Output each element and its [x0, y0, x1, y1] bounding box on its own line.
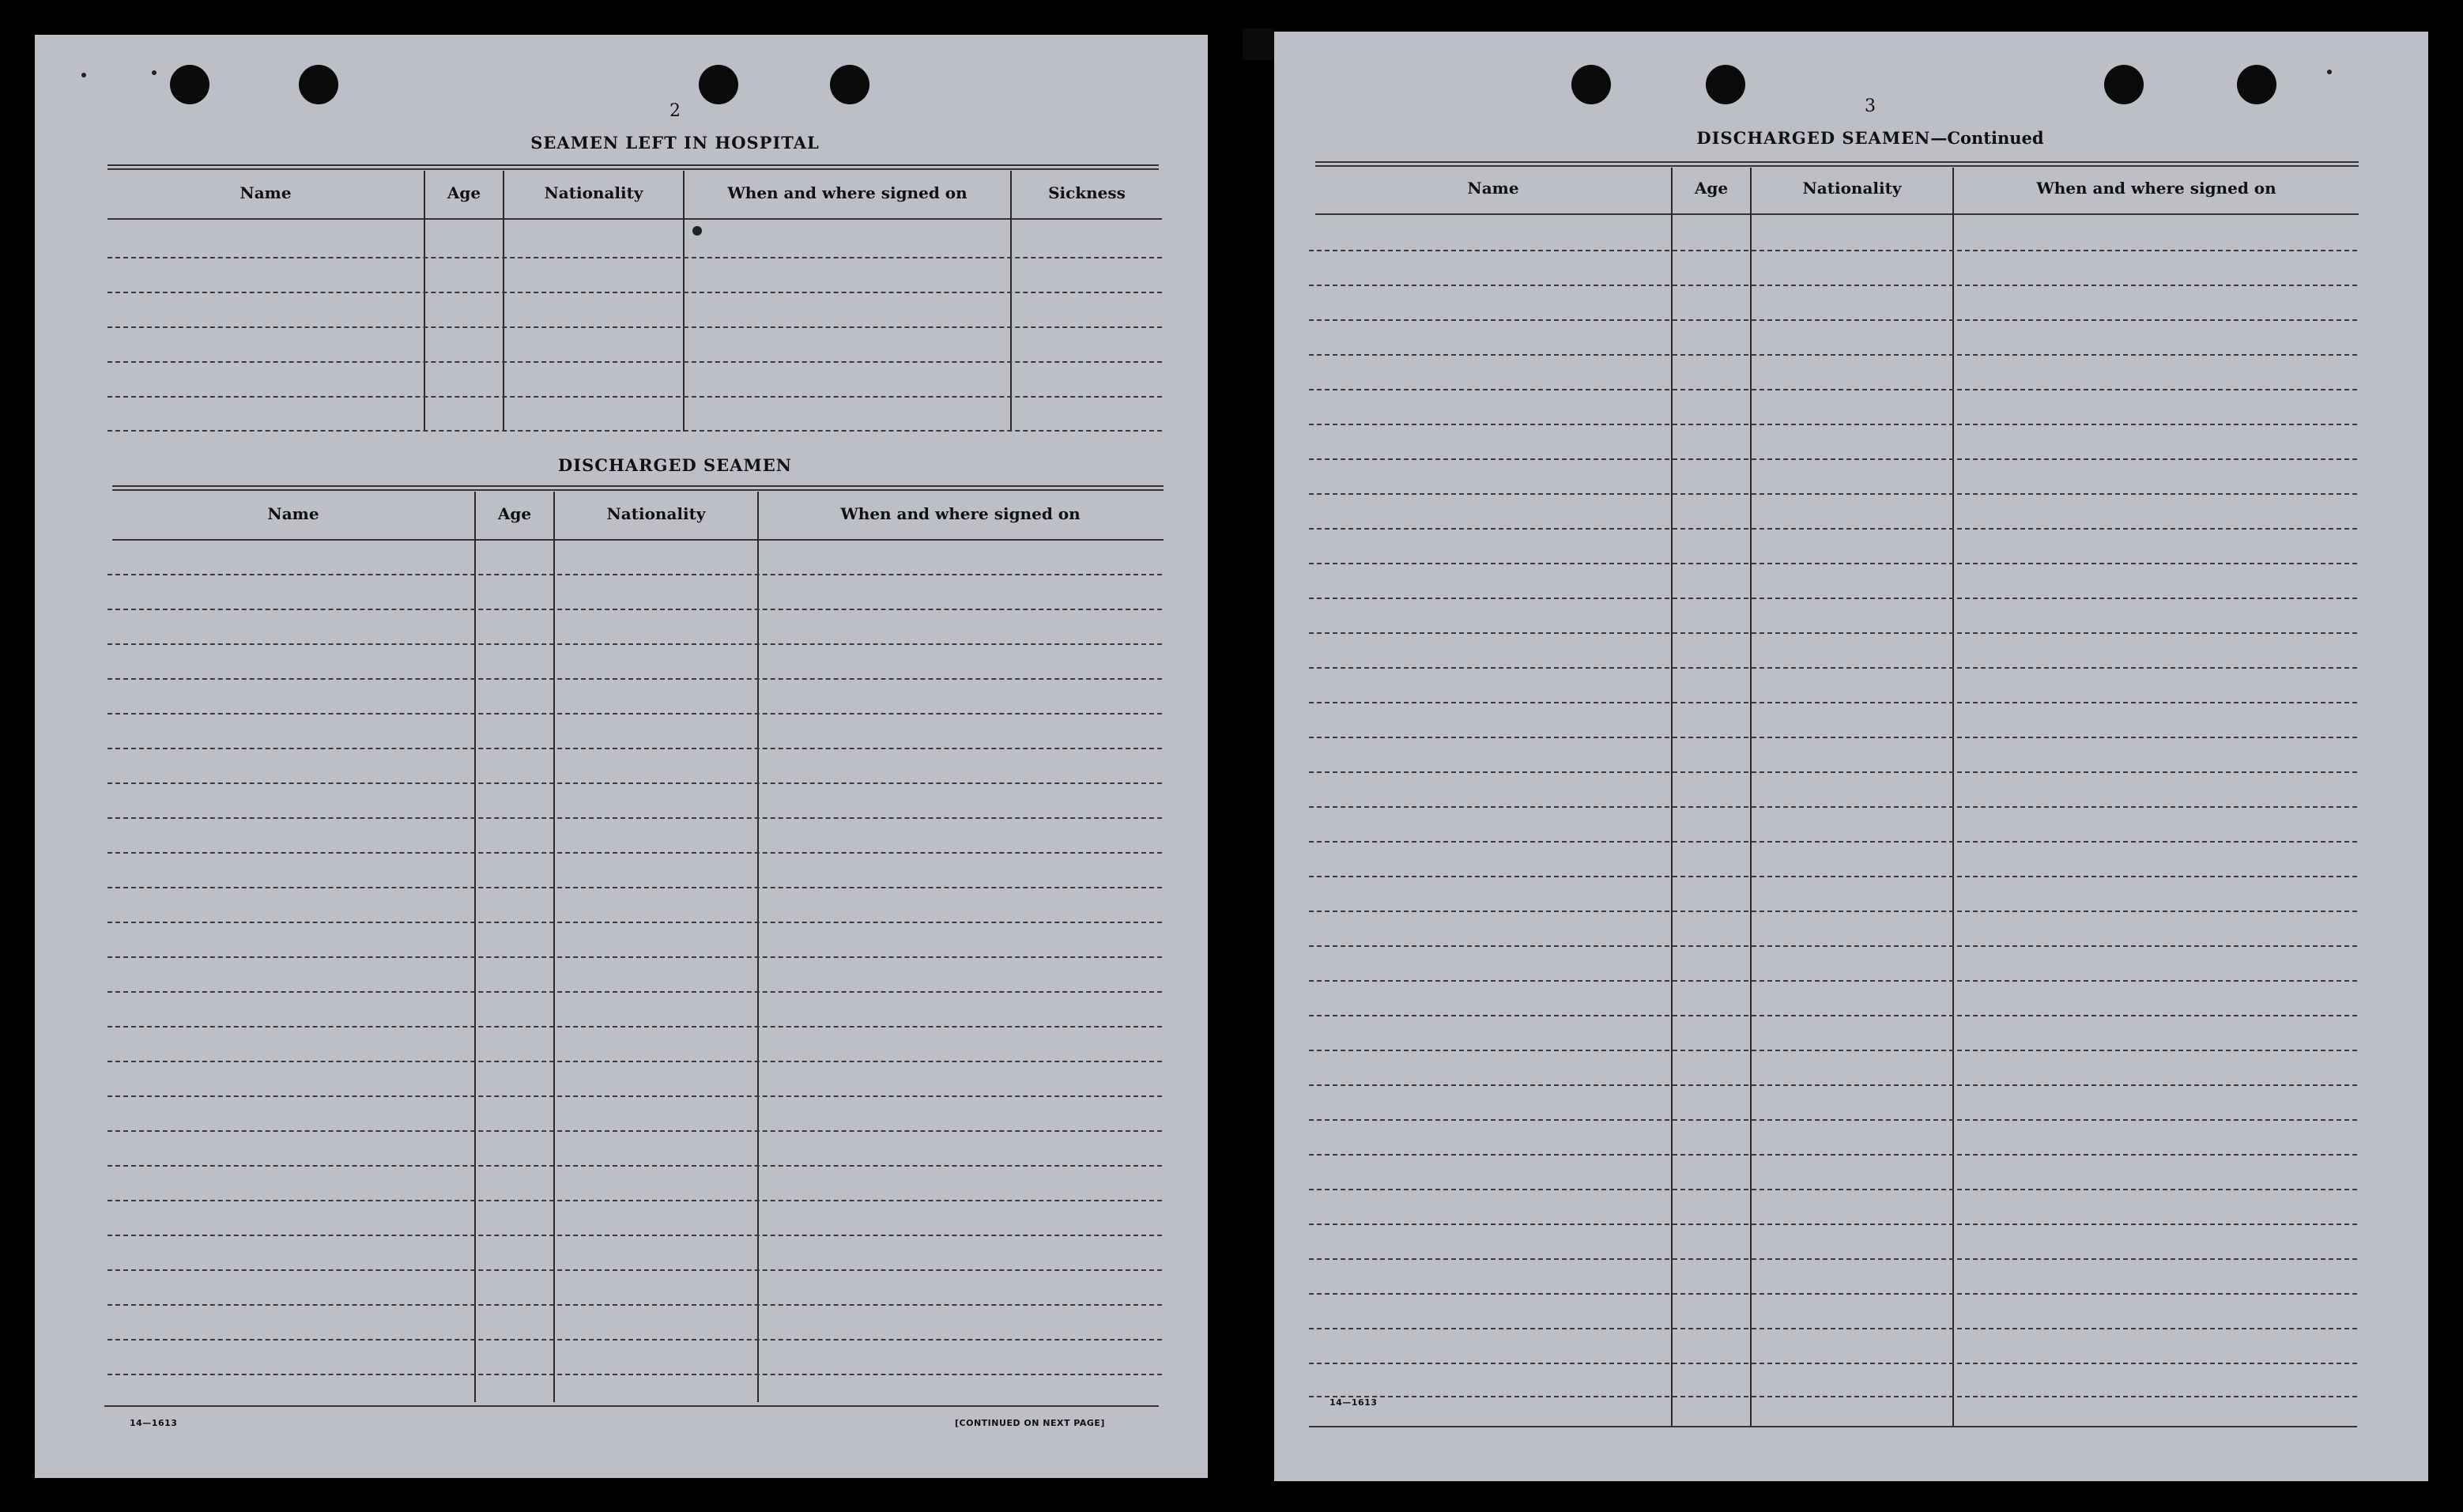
table-row — [107, 1061, 1162, 1062]
section-title-main: DISCHARGED SEAMEN — [1696, 128, 1931, 148]
punch-hole — [699, 65, 738, 104]
column-header-nationality: Nationality — [1802, 179, 1902, 198]
table-row — [1309, 737, 2357, 738]
table-row — [107, 361, 1162, 363]
table-row — [107, 430, 1162, 432]
table-row — [107, 574, 1162, 575]
table-row — [1309, 458, 2357, 460]
column-header-sickness: Sickness — [1048, 183, 1126, 202]
ink-speck — [2327, 70, 2332, 74]
column-header-signed-on: When and where signed on — [2036, 179, 2276, 198]
right-form-page — [1274, 32, 2428, 1481]
table-row — [107, 887, 1162, 888]
column-divider — [474, 492, 476, 1402]
table-row — [1309, 1293, 2357, 1295]
column-divider — [757, 492, 759, 1402]
column-divider — [553, 492, 555, 1402]
table-row — [1309, 1224, 2357, 1225]
column-divider — [424, 171, 425, 432]
table-row — [107, 643, 1162, 645]
table-row — [107, 1374, 1162, 1375]
table-row — [1309, 1363, 2357, 1364]
column-divider — [1010, 171, 1012, 432]
table-row — [1309, 354, 2357, 356]
table-row — [1309, 319, 2357, 321]
table-row — [107, 257, 1162, 258]
table-row — [1309, 632, 2357, 634]
column-divider — [1671, 168, 1673, 1426]
table-top-rule — [1315, 161, 2359, 167]
table-row — [1309, 771, 2357, 773]
table-row — [1309, 424, 2357, 425]
table-row — [1309, 1084, 2357, 1086]
table-row — [1309, 841, 2357, 843]
table-row — [1309, 528, 2357, 530]
table-row — [107, 991, 1162, 993]
column-divider — [1952, 168, 1954, 1426]
table-row — [107, 678, 1162, 680]
table-row — [1309, 493, 2357, 495]
punch-hole — [299, 65, 338, 104]
table-row — [107, 817, 1162, 819]
table-row — [1309, 1015, 2357, 1016]
table-row — [1309, 945, 2357, 947]
table-row — [1309, 563, 2357, 564]
column-divider — [503, 171, 504, 432]
table-row — [107, 1200, 1162, 1201]
table-row — [1309, 1050, 2357, 1051]
table-row — [107, 609, 1162, 610]
table-row — [1309, 598, 2357, 599]
header-bottom-rule — [1315, 213, 2359, 215]
table-row — [107, 292, 1162, 293]
ink-speck — [152, 70, 157, 75]
column-header-age: Age — [1694, 179, 1729, 198]
ink-speck — [81, 73, 86, 77]
column-header-signed-on: When and where signed on — [840, 504, 1081, 523]
table-row — [1309, 285, 2357, 286]
table-row — [1309, 1258, 2357, 1260]
table-row — [107, 748, 1162, 749]
table-row — [107, 326, 1162, 328]
table-row — [1309, 1328, 2357, 1329]
table-row — [107, 956, 1162, 958]
table-row — [107, 1165, 1162, 1167]
column-divider — [1750, 168, 1752, 1426]
page-number: 3 — [1865, 96, 1876, 116]
table-row — [107, 713, 1162, 715]
column-header-nationality: Nationality — [606, 504, 706, 523]
header-bottom-rule — [107, 218, 1162, 220]
table-row — [107, 1026, 1162, 1027]
table-bottom-rule — [1309, 1426, 2357, 1427]
punch-hole — [830, 65, 869, 104]
form-number: 14—1613 — [1330, 1397, 1378, 1408]
table-row — [107, 1235, 1162, 1236]
table-row — [1309, 667, 2357, 669]
section-title-suffix: —Continued — [1930, 128, 2044, 148]
table-row — [1309, 1189, 2357, 1190]
table-row — [107, 1095, 1162, 1097]
table-row — [1309, 806, 2357, 808]
column-header-signed-on: When and where signed on — [727, 183, 967, 202]
table-row — [1309, 389, 2357, 390]
column-header-age: Age — [497, 504, 532, 523]
table-row — [1309, 1119, 2357, 1121]
column-divider — [683, 171, 685, 432]
table-top-rule — [112, 485, 1164, 491]
table-row — [107, 1339, 1162, 1340]
table-top-rule — [107, 164, 1159, 170]
table-row — [107, 922, 1162, 923]
table-row — [107, 1269, 1162, 1271]
table-row — [1309, 250, 2357, 251]
table-row — [107, 852, 1162, 854]
column-header-name: Name — [1467, 179, 1519, 198]
column-header-name: Name — [240, 183, 292, 202]
binding-tab — [1243, 28, 1274, 60]
discharged-section-title: DISCHARGED SEAMEN — [558, 455, 792, 475]
table-row — [1309, 702, 2357, 703]
form-number: 14—1613 — [130, 1418, 178, 1428]
left-form-page — [35, 35, 1208, 1478]
header-bottom-rule — [112, 539, 1164, 541]
table-row — [1309, 980, 2357, 982]
punch-hole — [170, 65, 209, 104]
column-header-nationality: Nationality — [544, 183, 643, 202]
table-row — [1309, 876, 2357, 877]
table-row — [107, 396, 1162, 398]
page-number: 2 — [669, 101, 681, 121]
discharged-continued-title — [1274, 128, 2428, 148]
hospital-section-title: SEAMEN LEFT IN HOSPITAL — [530, 133, 820, 153]
table-row — [107, 1304, 1162, 1306]
table-bottom-rule — [104, 1405, 1159, 1407]
table-row — [107, 782, 1162, 784]
table-row — [1309, 1154, 2357, 1156]
table-row — [1309, 911, 2357, 912]
column-header-name: Name — [267, 504, 319, 523]
table-row — [1309, 1396, 2357, 1397]
column-header-age: Age — [447, 183, 481, 202]
continued-note: [CONTINUED ON NEXT PAGE] — [955, 1418, 1105, 1428]
ink-dot — [692, 226, 702, 236]
table-row — [107, 1130, 1162, 1132]
